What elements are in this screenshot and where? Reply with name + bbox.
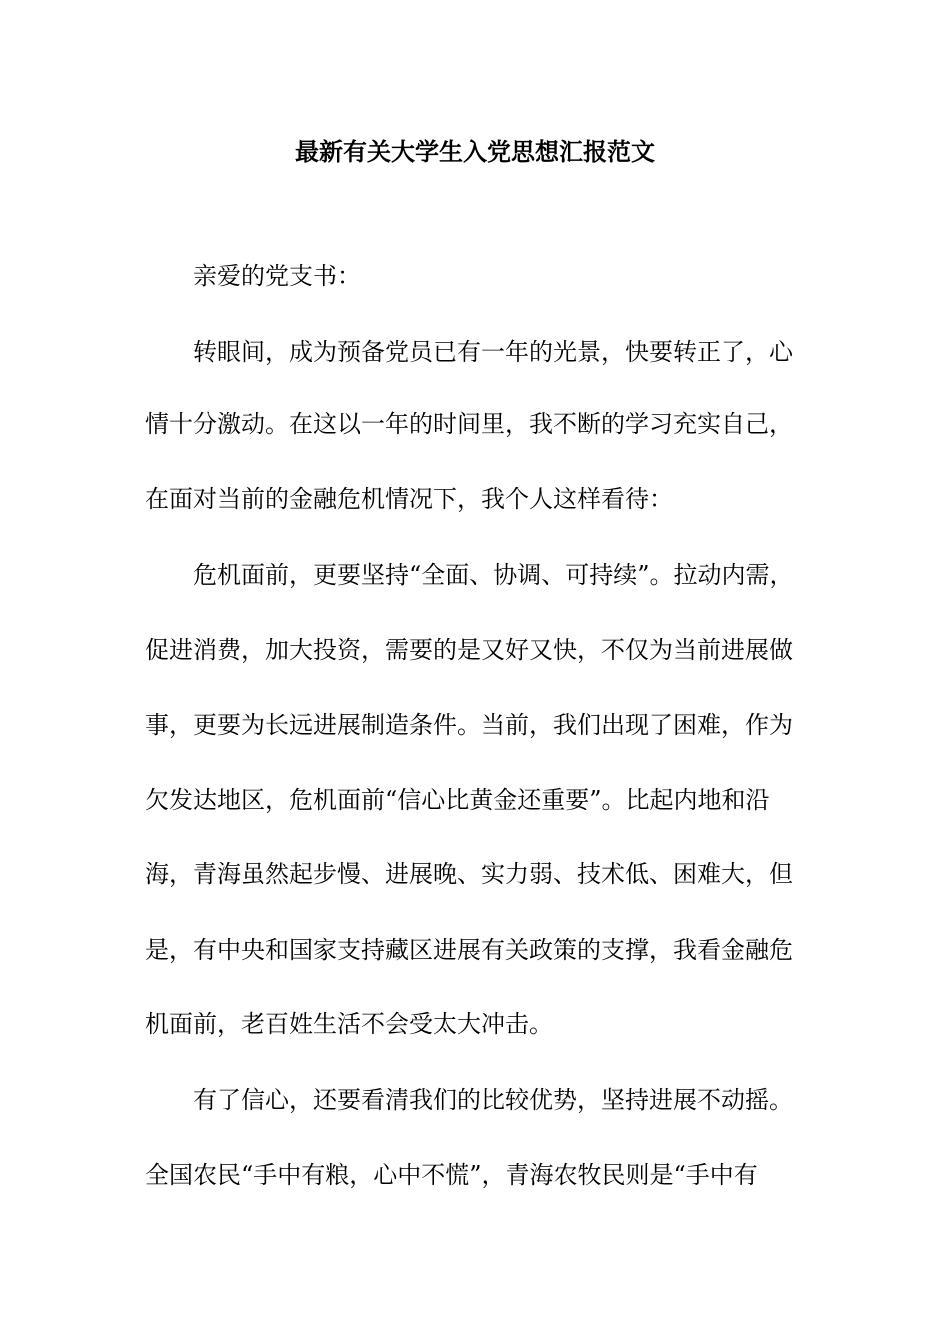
paragraph-2-line-5: 海，青海虽然起步慢、进展晚、实力弱、技术低、困难大，但 — [145, 860, 793, 888]
paragraph-3-line-2: 全国农民“手中有粮，心中不慌”，青海农牧民则是“手中有 — [145, 1161, 758, 1189]
paragraph-2-line-4: 欠发达地区，危机面前“信心比黄金还重要”。比起内地和沿 — [145, 786, 770, 814]
paragraph-2-line-2: 促进消费，加大投资，需要的是又好又快，不仅为当前进展做 — [145, 636, 793, 664]
paragraph-2-line-3: 事，更要为长远进展制造条件。当前，我们出现了困难，作为 — [145, 711, 793, 739]
salutation-line: 亲爱的党支书： — [193, 262, 361, 290]
paragraph-1-line-3: 在面对当前的金融危机情况下，我个人这样看待： — [145, 485, 673, 513]
paragraph-1-line-1: 转眼间，成为预备党员已有一年的光景，快要转正了，心 — [193, 338, 793, 366]
paragraph-1-line-2: 情十分激动。在这以一年的时间里，我不断的学习充实自己， — [145, 410, 793, 438]
paragraph-2-line-7: 机面前，老百姓生活不会受太大冲击。 — [145, 1010, 553, 1038]
paragraph-3-line-1: 有了信心，还要看清我们的比较优势，坚持进展不动摇。 — [193, 1086, 793, 1114]
paragraph-2-line-6: 是，有中央和国家支持藏区进展有关政策的支撑，我看金融危 — [145, 936, 793, 964]
paragraph-2-line-1: 危机面前，更要坚持“全面、协调、可持续”。拉动内需， — [193, 561, 794, 589]
document-title: 最新有关大学生入党思想汇报范文 — [295, 137, 655, 166]
